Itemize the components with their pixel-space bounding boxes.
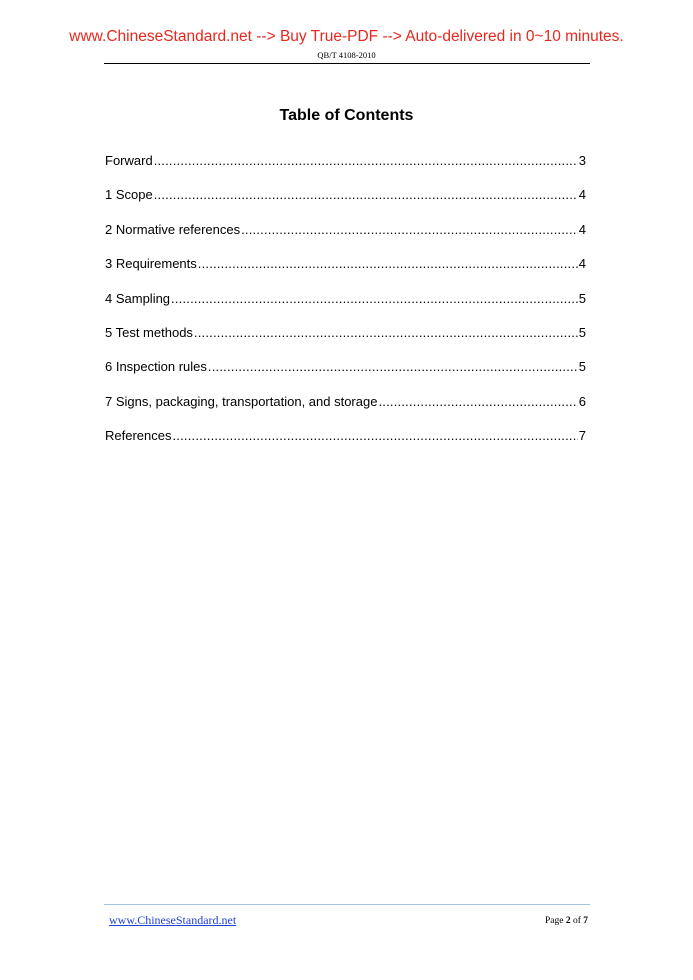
toc-entry-page: 4 bbox=[578, 221, 586, 237]
toc-dot-leader bbox=[378, 393, 577, 411]
toc-entry-page: 5 bbox=[578, 359, 586, 375]
toc-entry-page: 5 bbox=[578, 290, 586, 306]
page-total: 7 bbox=[583, 916, 588, 926]
toc-entry-page: 3 bbox=[578, 153, 586, 168]
banner-link[interactable]: www.ChineseStandard.net --> Buy True-PDF --> Auto-delivered in 0~10 minutes. bbox=[69, 28, 624, 45]
page-prefix: Page bbox=[544, 916, 564, 926]
page-of: of bbox=[572, 916, 581, 926]
toc-entry-label: 3 Requirements bbox=[105, 256, 197, 272]
toc-dot-leader bbox=[194, 324, 578, 342]
toc-entry-forward[interactable] bbox=[105, 152, 586, 186]
toc-entry-references[interactable] bbox=[105, 427, 586, 461]
toc-dot-leader bbox=[154, 186, 578, 204]
toc-entry-page: 7 bbox=[578, 428, 586, 444]
page-current: 2 bbox=[565, 916, 571, 926]
toc-entry-inspection-rules[interactable] bbox=[105, 358, 586, 392]
toc-entry-normative-references[interactable] bbox=[105, 221, 586, 255]
toc-dot-leader bbox=[241, 221, 578, 239]
footer-website-link[interactable]: www.ChineseStandard.net bbox=[109, 913, 237, 927]
toc-entry-label: 1 Scope bbox=[105, 187, 153, 203]
toc-entry-label: 2 Normative references bbox=[105, 221, 241, 237]
toc-entry-label: 6 Inspection rules bbox=[105, 359, 207, 375]
toc-entry-page: 4 bbox=[578, 187, 586, 203]
toc-entry-label: 4 Sampling bbox=[105, 290, 171, 306]
toc-entry-label: Forward bbox=[105, 153, 153, 168]
toc-list bbox=[105, 152, 586, 462]
toc-title: Table of Contents bbox=[279, 107, 414, 124]
toc-entry-label: 7 Signs, packaging, transportation, and storage bbox=[105, 393, 378, 409]
page-number bbox=[545, 915, 588, 927]
toc-entry-page: 6 bbox=[578, 393, 586, 409]
toc-entry-page: 4 bbox=[578, 256, 586, 272]
toc-entry-signs-packaging[interactable] bbox=[105, 393, 586, 427]
toc-dot-leader bbox=[208, 358, 578, 376]
toc-entry-label: References bbox=[105, 428, 172, 444]
toc-entry-page: 5 bbox=[578, 324, 586, 340]
toc-dot-leader bbox=[171, 290, 578, 308]
toc-entry-sampling[interactable] bbox=[105, 290, 586, 324]
toc-dot-leader bbox=[154, 152, 578, 170]
toc-entry-requirements[interactable] bbox=[105, 255, 586, 289]
document-code: QB/T 4108-2010 bbox=[317, 50, 376, 60]
toc-dot-leader bbox=[198, 255, 578, 273]
toc-entry-label: 5 Test methods bbox=[105, 324, 193, 340]
footer-rule bbox=[104, 904, 590, 905]
toc-entry-test-methods[interactable] bbox=[105, 324, 586, 358]
header-rule bbox=[104, 63, 590, 64]
toc-entry-scope[interactable] bbox=[105, 186, 586, 220]
toc-dot-leader bbox=[172, 427, 577, 445]
